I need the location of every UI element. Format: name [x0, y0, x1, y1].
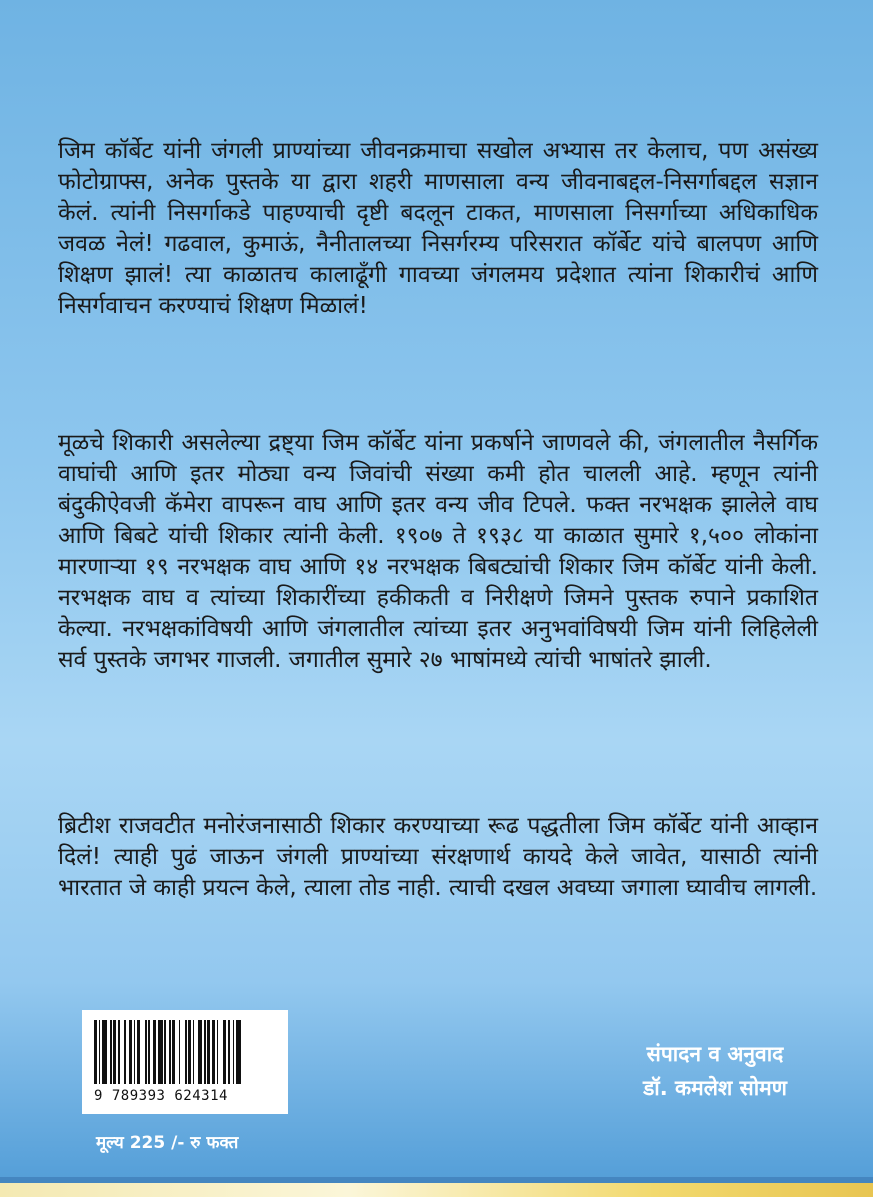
price-label: मूल्य 225 /- रु फक्त [96, 1133, 239, 1153]
bottom-color-strip [0, 1183, 873, 1197]
barcode-bars [94, 1020, 276, 1084]
translator-credits [590, 1037, 840, 1105]
credits-name: डॉ. कमलेश सोमण [643, 1076, 787, 1100]
blurb-paragraph-3: ब्रिटीश राजवटीत मनोरंजनासाठी शिकार करण्याच्या रूढ पद्धतीला जिम कॉर्बेट यांनी आव्हान दिलं! त्याही पुढं जाऊन जंगली प्राण्यांच्या संरक्षणार्थ कायदे केले जावेत, यासाठी त्यांनी भारतात जे काही प्रयत्न केले, त्याला तोड नाही. त्याची दखल अवघ्या जगाला घ्यावीच लागली. [58, 813, 818, 901]
isbn-barcode [82, 1010, 288, 1114]
credits-role: संपादन व अनुवाद [646, 1042, 784, 1066]
blurb-paragraph-1: जिम कॉर्बेट यांनी जंगली प्राण्यांच्या जीवनक्रमाचा सखोल अभ्यास तर केलाच, पण असंख्य फोटोग्राफ्स, अनेक पुस्तके या द्वारा शहरी माणसाला वन्य जीवनाबद्दल-निसर्गाबद्दल सज्ञान केलं. त्यांनी निसर्गाकडे पाहण्याची दृष्टी बदलून टाकत, माणसाला निसर्गाच्या अधिकाधिक जवळ नेलं! गढवाल, कुमाऊं, नैनीतालच्या निसर्गरम्य परिसरात कॉर्बेट यांचे बालपण आणि शिक्षण झालं! त्या काळातच कालाढूँगी गावच्या जंगलमय प्रदेशात त्यांना शिकारीचं आणि निसर्गवाचन करण्याचं शिक्षण मिळालं! [58, 138, 818, 319]
barcode-gap [241, 1020, 243, 1084]
isbn-number: 9 789393 624314 [94, 1088, 228, 1104]
blurb-paragraph-2: मूळचे शिकारी असलेल्या द्रष्ट्या जिम कॉर्बेट यांना प्रकर्षाने जाणवले की, जंगलातील नैसर्गिक वाघांची आणि इतर मोठ्या वन्य जिवांची संख्या कमी होत चालली आहे. म्हणून त्यांनी बंदुकीऐवजी कॅमेरा वापरून वाघ आणि इतर वन्य जीव टिपले. फक्त नरभक्षक झालेले वाघ आणि बिबटे यांची शिकार त्यांनी केली. १९०७ ते १९३८ या काळात सुमारे १,५०० लोकांना मारणाऱ्या १९ नरभक्षक वाघ आणि १४ नरभक्षक बिबट्यांची शिकार जिम कॉर्बेट यांनी केली. नरभक्षक वाघ व त्यांच्या शिकारींच्या हकीकती व निरीक्षणे जिमने पुस्तक रुपाने प्रकाशित केल्या. नरभक्षकांविषयी आणि जंगलातील त्यांच्या इतर अनुभवांविषयी जिम यांनी लिहिलेली सर्व पुस्तके जगभर गाजली. जगातील सुमारे २७ भाषांमध्ये त्यांची भाषांतरे झाली. [58, 430, 818, 673]
